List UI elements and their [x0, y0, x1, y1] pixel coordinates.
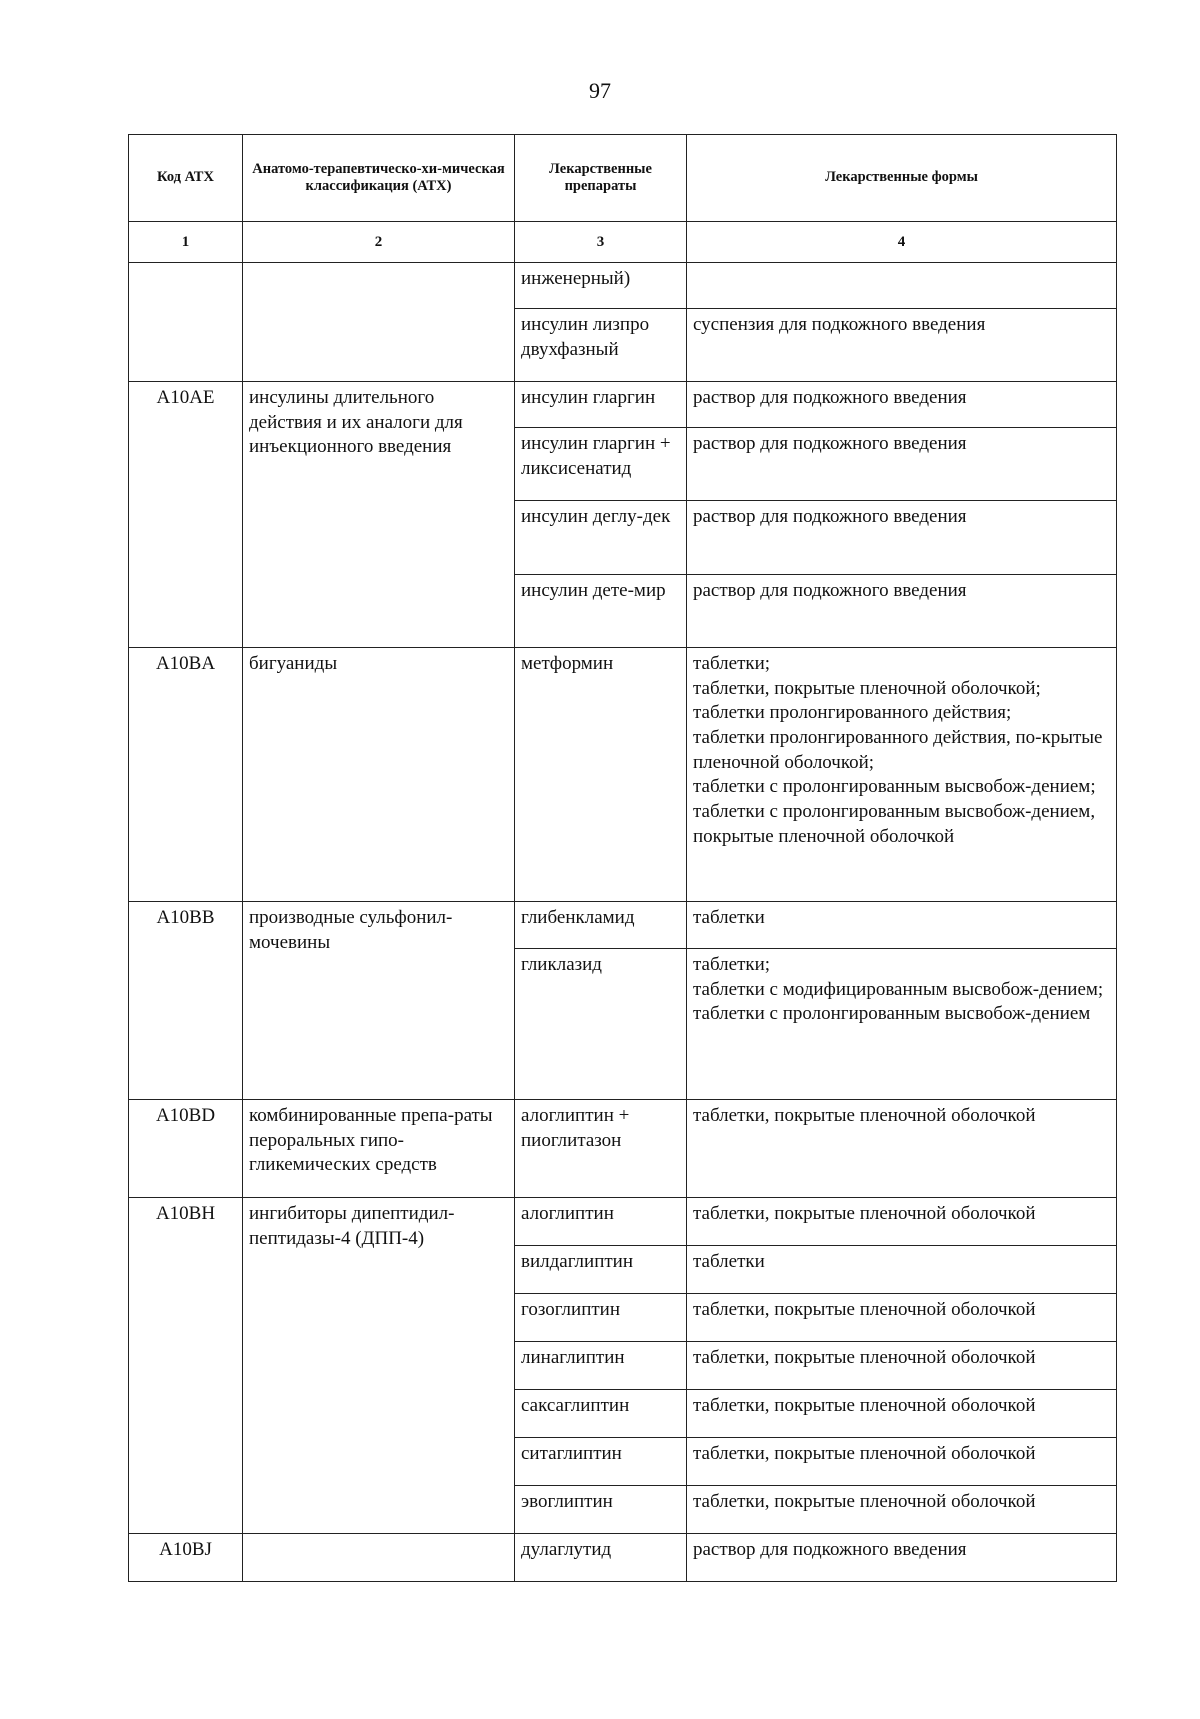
dosage-form-cell: таблетки — [687, 1246, 1117, 1294]
column-number: 1 — [129, 222, 243, 263]
drug-cell: инсулин деглу-дек — [515, 501, 687, 575]
dosage-form-cell: таблетки, покрытые пленочной оболочкой — [687, 1486, 1117, 1534]
atc-group-cell: комбинированные препа-раты пероральных гипо-гликемических средств — [243, 1100, 515, 1198]
dosage-form-cell: таблетки, покрытые пленочной оболочкой — [687, 1198, 1117, 1246]
table-row — [129, 1534, 1117, 1582]
table-row — [129, 648, 1117, 902]
table-header — [129, 135, 1117, 263]
dosage-form-cell: таблетки, покрытые пленочной оболочкой — [687, 1100, 1117, 1198]
atc-group-cell: бигуаниды — [243, 648, 515, 902]
drug-cell: ситаглиптин — [515, 1438, 687, 1486]
drug-cell: эвоглиптин — [515, 1486, 687, 1534]
dosage-form-cell: таблетки; таблетки, покрытые пленочной оболочкой; таблетки пролонгированного действия; таблетки пролонгированного действия, по-крытые пленочной оболочкой; таблетки с пролонгированным высвобож-дением; таблетки с пролонгированным высвобож-дением, покрытые пленочной оболочкой — [687, 648, 1117, 902]
atc-group-cell: инсулины длительного действия и их аналоги для инъекционного введения — [243, 382, 515, 648]
drug-cell: глибенкламид — [515, 902, 687, 949]
drug-cell: алоглиптин — [515, 1198, 687, 1246]
drug-cell: гозоглиптин — [515, 1294, 687, 1342]
atc-group-cell: производные сульфонил-мочевины — [243, 902, 515, 1100]
header-drugs: Лекарственные препараты — [515, 135, 687, 222]
drug-cell: инженерный) — [515, 263, 687, 309]
drug-cell: линаглиптин — [515, 1342, 687, 1390]
dosage-form-cell — [687, 263, 1117, 309]
table-row — [129, 382, 1117, 428]
header-dosage-forms: Лекарственные формы — [687, 135, 1117, 222]
drug-cell: инсулин гларгин — [515, 382, 687, 428]
atc-code-cell: A10BD — [129, 1100, 243, 1198]
atc-code-cell — [129, 263, 243, 382]
header-row — [129, 135, 1117, 222]
dosage-form-cell: раствор для подкожного введения — [687, 428, 1117, 501]
header-atc-code: Код АТХ — [129, 135, 243, 222]
dosage-form-cell: раствор для подкожного введения — [687, 1534, 1117, 1582]
table-row — [129, 902, 1117, 949]
column-number: 3 — [515, 222, 687, 263]
page-number: 97 — [589, 78, 611, 103]
drug-cell: вилдаглиптин — [515, 1246, 687, 1294]
atc-group-cell — [243, 263, 515, 382]
atc-group-cell: ингибиторы дипептидил-пептидазы-4 (ДПП-4) — [243, 1198, 515, 1534]
atc-code-cell: A10BH — [129, 1198, 243, 1534]
dosage-form-cell: таблетки; таблетки с модифицированным высвобож-дением; таблетки с пролонгированным высвобож-дением — [687, 949, 1117, 1100]
drug-cell: дулаглутид — [515, 1534, 687, 1582]
dosage-form-cell: таблетки, покрытые пленочной оболочкой — [687, 1390, 1117, 1438]
table-row — [129, 1100, 1117, 1198]
dosage-form-cell: таблетки — [687, 902, 1117, 949]
drug-cell: инсулин дете-мир — [515, 575, 687, 648]
atc-group-cell — [243, 1534, 515, 1582]
atc-code-cell: A10BJ — [129, 1534, 243, 1582]
table-row — [129, 1198, 1117, 1246]
dosage-form-cell: раствор для подкожного введения — [687, 575, 1117, 648]
drug-cell: алоглиптин + пиоглитазон — [515, 1100, 687, 1198]
dosage-form-cell: раствор для подкожного введения — [687, 382, 1117, 428]
dosage-form-cell: таблетки, покрытые пленочной оболочкой — [687, 1294, 1117, 1342]
drug-cell: инсулин лизпро двухфазный — [515, 309, 687, 382]
table-row — [129, 263, 1117, 309]
dosage-form-cell: таблетки, покрытые пленочной оболочкой — [687, 1438, 1117, 1486]
dosage-form-cell: раствор для подкожного введения — [687, 501, 1117, 575]
drug-cell: саксаглиптин — [515, 1390, 687, 1438]
atc-code-cell: A10AE — [129, 382, 243, 648]
atc-code-cell: A10BA — [129, 648, 243, 902]
dosage-form-cell: таблетки, покрытые пленочной оболочкой — [687, 1342, 1117, 1390]
atc-code-cell: A10BB — [129, 902, 243, 1100]
drug-cell: гликлазид — [515, 949, 687, 1100]
header-atc-classification: Анатомо-терапевтическо-хи-мическая классификация (АТХ) — [243, 135, 515, 222]
column-number: 2 — [243, 222, 515, 263]
dosage-form-cell: суспензия для подкожного введения — [687, 309, 1117, 382]
column-number: 4 — [687, 222, 1117, 263]
drug-cell: метформин — [515, 648, 687, 902]
atc-drug-table — [128, 134, 1117, 1582]
drug-cell: инсулин гларгин + ликсисенатид — [515, 428, 687, 501]
table-body — [129, 263, 1117, 1582]
column-number-row — [129, 222, 1117, 263]
